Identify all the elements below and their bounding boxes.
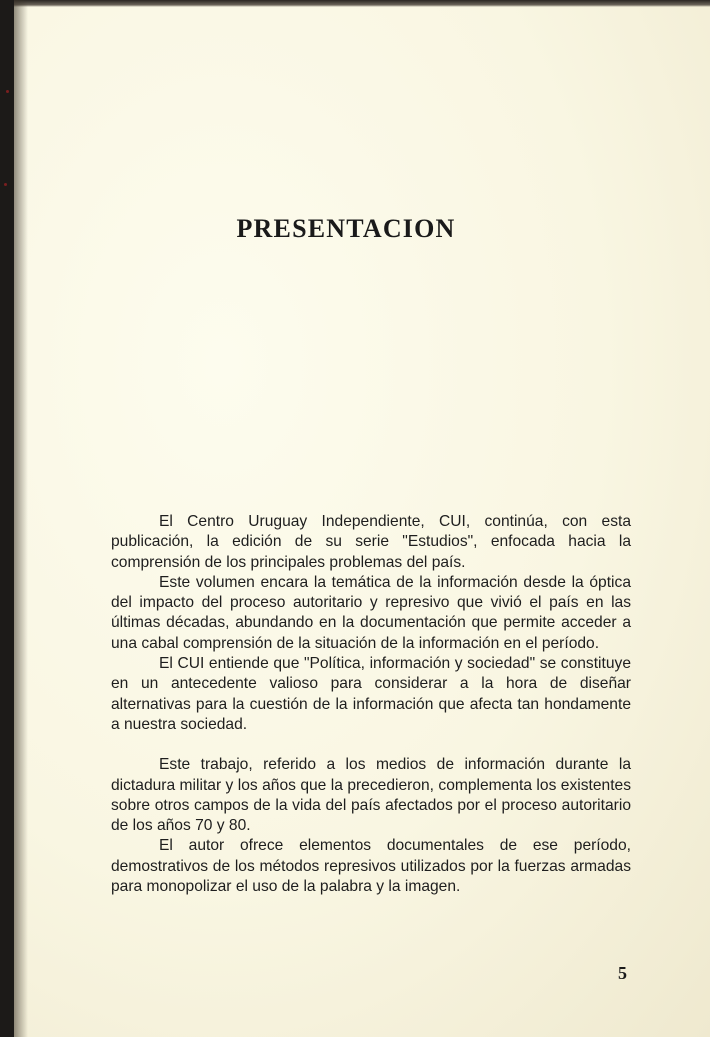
spine-shadow <box>14 0 28 1037</box>
body-text <box>111 512 631 897</box>
book-page <box>14 0 710 1037</box>
spine-mark <box>6 90 9 93</box>
paragraph: El autor ofrece elementos documentales de ese período, demostrativos de los métodos represivos utilizados por la fuerzas armadas para monopolizar el uso de la palabra y la imagen. <box>111 837 631 896</box>
paragraph: Este volumen encara la temática de la información desde la óptica del impacto del proceso autoritario y represivo que vivió el país en las últimas décadas, abundando en la documentación que permite acceder a una cabal comprensión de la situación de la información en el período. <box>111 573 631 652</box>
paragraph: El CUI entiende que "Política, información y sociedad" se constituye en un antecedente valioso para considerar a la hora de diseñar alternativas para la cuestión de la información que afecta tan hondamente a nuestra sociedad. <box>111 655 631 733</box>
page-number: 5 <box>618 963 627 983</box>
page-top-edge <box>14 0 710 7</box>
paragraph: Este trabajo, referido a los medios de información durante la dictadura militar y los años que la precedieron, complementa los existentes sobre otros campos de la vida del país afectados por el proceso autoritario de los años 70 y 80. <box>111 756 631 835</box>
spine-mark <box>4 183 7 186</box>
paragraph: El Centro Uruguay Independiente, CUI, continúa, con esta publicación, la edición de su serie "Estudios", enfocada hacia la comprensión de los principales problemas del país. <box>111 513 631 571</box>
page-title: PRESENTACION <box>236 214 456 243</box>
